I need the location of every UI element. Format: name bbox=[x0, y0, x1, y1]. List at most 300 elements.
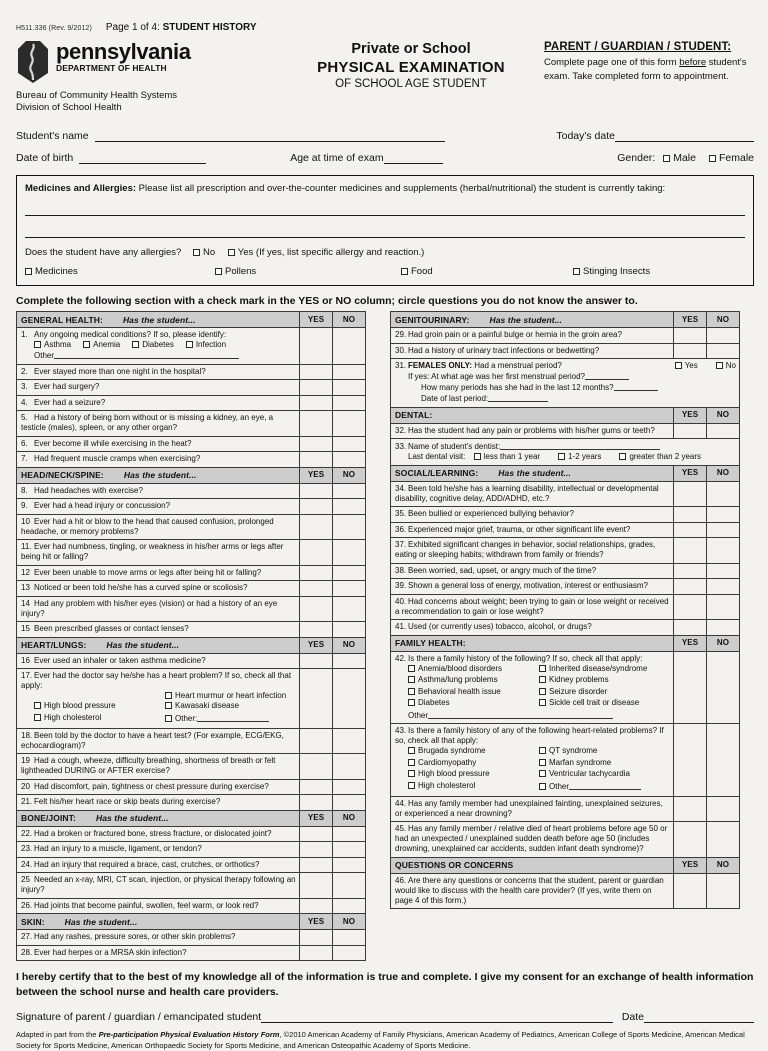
answer-no-cell[interactable] bbox=[333, 857, 366, 873]
question-text: Been worried, sad, upset, or angry much of the time? bbox=[408, 565, 597, 575]
answer-yes-cell[interactable] bbox=[300, 779, 333, 795]
answer-yes-cell[interactable] bbox=[300, 653, 333, 669]
grid-left-2[interactable]: Behavioral health issue bbox=[408, 687, 539, 697]
grid-right-1[interactable]: Marfan syndrome bbox=[539, 758, 670, 768]
column-header-no: NO bbox=[333, 914, 366, 930]
question-number: 16 bbox=[21, 655, 30, 665]
question-text: Had headaches with exercise? bbox=[34, 485, 143, 495]
section-title: SKIN: Has the student... bbox=[17, 914, 300, 930]
question-row bbox=[17, 779, 366, 795]
dental-option-1[interactable]: 1-2 years bbox=[558, 452, 601, 461]
question-row bbox=[391, 796, 740, 822]
allergy-question-row bbox=[25, 247, 745, 258]
allergy-type-medicines[interactable] bbox=[25, 266, 215, 277]
question-text: Is there a family history of any of the following heart-related problems? If so, check all that apply: bbox=[395, 726, 664, 746]
answer-yes-cell[interactable] bbox=[300, 514, 333, 540]
question-number: 13 bbox=[21, 583, 30, 593]
question-text: Felt his/her heart race or skip beats during exercise? bbox=[34, 797, 221, 807]
column-header-no: NO bbox=[707, 465, 740, 481]
grid-right-1[interactable]: Kidney problems bbox=[539, 675, 670, 685]
answer-yes-cell[interactable] bbox=[674, 873, 707, 909]
grid-right-1[interactable]: Other: bbox=[165, 713, 296, 724]
answer-no-cell[interactable] bbox=[333, 436, 366, 452]
question-cell bbox=[391, 439, 740, 466]
question-checkbox-grid bbox=[395, 746, 670, 793]
answer-yes-cell[interactable] bbox=[674, 507, 707, 523]
sub-line-input-1[interactable] bbox=[614, 382, 658, 391]
sub-line-input-0[interactable] bbox=[585, 371, 629, 380]
answer-yes-cell[interactable] bbox=[300, 565, 333, 581]
question-number: 37. bbox=[395, 540, 407, 550]
answer-yes-cell[interactable] bbox=[300, 364, 333, 380]
medicines-input-line-1[interactable] bbox=[25, 199, 745, 216]
signature-input[interactable] bbox=[261, 1012, 613, 1023]
student-name-input[interactable] bbox=[95, 131, 445, 142]
answer-yes-cell[interactable] bbox=[300, 395, 333, 411]
age-at-exam-input[interactable] bbox=[384, 153, 443, 164]
question-row bbox=[17, 499, 366, 515]
question-cell bbox=[391, 620, 674, 636]
section-header-row bbox=[391, 465, 740, 481]
answer-no-cell[interactable] bbox=[333, 873, 366, 899]
answer-no-cell[interactable] bbox=[707, 594, 740, 620]
question-checkbox-grid bbox=[395, 664, 670, 710]
grid-left-0-checkbox[interactable] bbox=[34, 702, 41, 709]
answer-yes-cell[interactable] bbox=[300, 452, 333, 468]
question-row bbox=[17, 826, 366, 842]
grid-left-0[interactable]: Anemia/blood disorders bbox=[408, 664, 539, 674]
date-of-birth-label: Date of birth bbox=[16, 152, 74, 165]
grid-right-0[interactable]: Inherited disease/syndrome bbox=[539, 664, 670, 674]
question-number: 43. bbox=[395, 726, 407, 736]
question-text: Ever had herpes or a MRSA skin infection? bbox=[34, 947, 187, 957]
dental-option-0-checkbox[interactable] bbox=[474, 453, 481, 460]
question-cell bbox=[391, 651, 674, 724]
column-header-yes: YES bbox=[674, 312, 707, 328]
question-inline-yes-checkbox[interactable] bbox=[675, 362, 682, 369]
answer-no-cell[interactable] bbox=[333, 395, 366, 411]
answer-yes-cell[interactable] bbox=[674, 343, 707, 359]
grid-right-3[interactable]: Sickle cell trait or disease bbox=[539, 698, 670, 708]
answer-no-cell[interactable] bbox=[333, 565, 366, 581]
answer-no-cell[interactable] bbox=[333, 653, 366, 669]
grid-right-0-checkbox[interactable] bbox=[539, 747, 546, 754]
medicines-allergies-box bbox=[16, 175, 754, 286]
allergy-no-checkbox[interactable] bbox=[193, 249, 200, 256]
option-0-checkbox[interactable] bbox=[34, 341, 41, 348]
grid-left-3-checkbox[interactable] bbox=[408, 782, 415, 789]
grid-left-1-checkbox[interactable] bbox=[34, 714, 41, 721]
answer-yes-cell[interactable] bbox=[674, 620, 707, 636]
answer-yes-cell[interactable] bbox=[300, 483, 333, 499]
gender-female-checkbox[interactable] bbox=[709, 155, 716, 162]
question-cell bbox=[17, 795, 300, 811]
question-cell bbox=[17, 873, 300, 899]
gender-label: Gender: bbox=[617, 152, 656, 165]
question-row bbox=[391, 594, 740, 620]
answer-no-cell[interactable] bbox=[333, 596, 366, 622]
answer-no-cell[interactable] bbox=[333, 669, 366, 729]
question-cell bbox=[391, 343, 674, 359]
section-title: GENITOURINARY: Has the student... bbox=[391, 312, 674, 328]
other-field-row: Other bbox=[395, 710, 670, 721]
answer-yes-cell[interactable] bbox=[300, 945, 333, 961]
grid-right-3-checkbox[interactable] bbox=[539, 699, 546, 706]
question-cell bbox=[391, 507, 674, 523]
answer-yes-cell[interactable] bbox=[300, 581, 333, 597]
student-info-section bbox=[16, 130, 754, 164]
grid-left-1[interactable]: Asthma/lung problems bbox=[408, 675, 539, 685]
answer-no-cell[interactable] bbox=[333, 581, 366, 597]
question-cell bbox=[391, 724, 674, 797]
dental-option-0[interactable]: less than 1 year bbox=[474, 452, 540, 461]
grid-right-inline[interactable]: Heart murmur or heart infection bbox=[165, 691, 286, 700]
question-row bbox=[17, 364, 366, 380]
grid-left-1-checkbox[interactable] bbox=[408, 676, 415, 683]
answer-no-cell[interactable] bbox=[333, 898, 366, 914]
question-row bbox=[17, 669, 366, 729]
answer-no-cell[interactable] bbox=[707, 423, 740, 439]
sub-line-input-2[interactable] bbox=[488, 393, 548, 402]
option-1-checkbox[interactable] bbox=[83, 341, 90, 348]
grid-right-0-checkbox[interactable] bbox=[165, 702, 172, 709]
document-header bbox=[16, 37, 754, 114]
form-meta-row bbox=[16, 22, 754, 33]
answer-no-cell[interactable] bbox=[333, 499, 366, 515]
answer-no-cell[interactable] bbox=[707, 724, 740, 797]
allergy-stinging-insects-checkbox[interactable] bbox=[573, 268, 580, 275]
grid-right-0-checkbox[interactable] bbox=[539, 665, 546, 672]
answer-yes-cell[interactable] bbox=[674, 822, 707, 858]
other-input[interactable] bbox=[54, 350, 239, 359]
question-row bbox=[391, 343, 740, 359]
answer-no-cell[interactable] bbox=[333, 483, 366, 499]
answer-no-cell[interactable] bbox=[707, 538, 740, 564]
signature-label: Signature of parent / guardian / emancipated student bbox=[16, 1011, 262, 1024]
grid-right-0[interactable]: QT syndrome bbox=[539, 746, 670, 756]
grid-column-right bbox=[165, 701, 296, 725]
answer-yes-cell[interactable] bbox=[300, 873, 333, 899]
question-number: 12 bbox=[21, 567, 30, 577]
option-3-checkbox[interactable] bbox=[186, 341, 193, 348]
question-number: 11. bbox=[21, 542, 32, 552]
question-text: Has any family member / relative died of heart problems before age 50 or had an unexpected / unexplained sudden death before age 50 (includes drowning, unexplained car accidents, sudden infant death syndrome)? bbox=[395, 824, 668, 854]
page-number-text: Page 1 of 4: bbox=[105, 22, 160, 33]
option-2[interactable]: Diabetes bbox=[132, 340, 174, 350]
question-text: Had any problem with his/her eyes (vision) or had a history of an eye injury? bbox=[21, 598, 278, 618]
grid-right-3[interactable]: Other bbox=[539, 781, 670, 792]
question-row bbox=[17, 514, 366, 540]
question-row bbox=[391, 873, 740, 909]
allergy-type-checkbox-row bbox=[25, 266, 745, 277]
option-3[interactable]: Infection bbox=[186, 340, 226, 350]
signature-row bbox=[16, 1011, 754, 1023]
dental-option-2-checkbox[interactable] bbox=[619, 453, 626, 460]
grid-right-2-checkbox[interactable] bbox=[539, 770, 546, 777]
question-number: 42. bbox=[395, 653, 407, 663]
grid-right-2[interactable]: Ventricular tachycardia bbox=[539, 769, 670, 779]
question-number: 38. bbox=[395, 565, 407, 575]
question-text: Ever stayed more than one night in the hospital? bbox=[34, 366, 206, 376]
grid-column-left bbox=[408, 746, 539, 793]
answer-yes-cell[interactable] bbox=[300, 622, 333, 638]
grid-left-0[interactable]: Brugada syndrome bbox=[408, 746, 539, 756]
question-cell bbox=[17, 411, 300, 437]
question-number: 7. bbox=[21, 454, 28, 464]
medicines-instruction: Please list all prescription and over-the-counter medicines and supplements (herbal/nutritional) the student is currently taking: bbox=[136, 183, 666, 195]
question-number: 22. bbox=[21, 828, 33, 838]
answer-no-cell[interactable] bbox=[333, 795, 366, 811]
todays-date-label: Today's date bbox=[556, 130, 615, 143]
grid-right-1-checkbox[interactable] bbox=[539, 759, 546, 766]
question-number: 23. bbox=[21, 844, 33, 854]
question-row bbox=[391, 563, 740, 579]
section-header-row bbox=[391, 312, 740, 328]
question-number: 24. bbox=[21, 859, 33, 869]
grid-left-0[interactable]: High blood pressure bbox=[34, 701, 165, 711]
answer-no-cell[interactable] bbox=[707, 651, 740, 724]
todays-date-input[interactable] bbox=[615, 131, 754, 142]
grid-left-1-checkbox[interactable] bbox=[408, 759, 415, 766]
grid-right-0[interactable]: Kawasaki disease bbox=[165, 701, 296, 711]
answer-no-cell[interactable] bbox=[707, 563, 740, 579]
question-row bbox=[17, 596, 366, 622]
answer-no-cell[interactable] bbox=[333, 826, 366, 842]
answer-yes-cell[interactable] bbox=[674, 724, 707, 797]
date-of-birth-input[interactable] bbox=[79, 153, 206, 164]
answer-yes-cell[interactable] bbox=[674, 328, 707, 344]
grid-right-1-checkbox[interactable] bbox=[165, 715, 172, 722]
title-line-3: OF SCHOOL AGE STUDENT bbox=[335, 78, 487, 90]
question-cell bbox=[391, 822, 674, 858]
sub-line-0: If yes: At what age was her first menstrual period? bbox=[395, 371, 736, 382]
question-text: Used (or currently uses) tobacco, alcohol, or drugs? bbox=[408, 622, 592, 632]
answer-yes-cell[interactable] bbox=[674, 481, 707, 507]
question-cell bbox=[391, 873, 674, 909]
question-cell bbox=[17, 483, 300, 499]
grid-left-1[interactable]: High cholesterol bbox=[34, 713, 165, 723]
question-number: 5. bbox=[21, 413, 28, 423]
column-header-yes: YES bbox=[300, 637, 333, 653]
answer-yes-cell[interactable] bbox=[300, 669, 333, 729]
allergy-food-checkbox[interactable] bbox=[401, 268, 408, 275]
medicines-instruction-line bbox=[25, 183, 745, 194]
question-row bbox=[391, 651, 740, 724]
attribution-part-2: , ©2010 American Academy of Family Physicians, American Academy of Pediatrics, American College of Sports Medicine, American Medical Society for Sports Medicine, American Orthopaedic Society for Sports Medicine, and American Osteopathic Academy of Sports Medicine. bbox=[16, 1030, 745, 1050]
answer-no-cell[interactable] bbox=[707, 620, 740, 636]
grid-right-2-checkbox[interactable] bbox=[539, 688, 546, 695]
answer-no-cell[interactable] bbox=[707, 822, 740, 858]
answer-no-cell[interactable] bbox=[333, 364, 366, 380]
allergy-type-stinging-insects[interactable] bbox=[573, 266, 650, 277]
question-number: 40. bbox=[395, 596, 407, 606]
column-header-no: NO bbox=[333, 467, 366, 483]
question-row bbox=[17, 653, 366, 669]
answer-no-cell[interactable] bbox=[707, 796, 740, 822]
question-row bbox=[17, 411, 366, 437]
grid-left-0-checkbox[interactable] bbox=[408, 665, 415, 672]
answer-yes-cell[interactable] bbox=[300, 857, 333, 873]
sub-line-1: How many periods has she had in the last 12 months? bbox=[395, 382, 736, 393]
question-text: Has any family member had unexplained fainting, unexplained seizures, or experienced a near drowning? bbox=[395, 798, 663, 818]
question-cell bbox=[17, 945, 300, 961]
answer-no-cell[interactable] bbox=[333, 328, 366, 365]
answer-no-cell[interactable] bbox=[333, 945, 366, 961]
dentist-name-input[interactable] bbox=[500, 441, 660, 450]
dental-visit-row: Last dental visit: less than 1 year 1-2 years greater than 2 years bbox=[408, 452, 702, 462]
answer-yes-cell[interactable] bbox=[300, 795, 333, 811]
question-text: Had groin pain or a painful bulge or hernia in the groin area? bbox=[408, 330, 622, 340]
question-number: 45. bbox=[395, 824, 407, 834]
question-row bbox=[17, 581, 366, 597]
question-text: Had a cough, wheeze, difficulty breathing, shortness of breath or felt lightheaded DURING or AFTER exercise? bbox=[21, 756, 276, 776]
answer-yes-cell[interactable] bbox=[300, 728, 333, 754]
question-row bbox=[391, 822, 740, 858]
answer-no-cell[interactable] bbox=[333, 622, 366, 638]
answer-yes-cell[interactable] bbox=[674, 594, 707, 620]
allergy-yes-checkbox[interactable] bbox=[228, 249, 235, 256]
grid-left-3-checkbox[interactable] bbox=[408, 699, 415, 706]
dental-option-2[interactable]: greater than 2 years bbox=[619, 452, 701, 461]
question-row bbox=[17, 380, 366, 396]
parent-instr-part-2: student's exam. Take completed form to appointment. bbox=[544, 57, 747, 83]
section-title: HEART/LUNGS: Has the student... bbox=[17, 637, 300, 653]
age-at-exam-label: Age at time of exam bbox=[290, 152, 384, 165]
question-row bbox=[391, 579, 740, 595]
question-number: 31. bbox=[395, 361, 407, 371]
option-2-checkbox[interactable] bbox=[132, 341, 139, 348]
allergy-medicines-checkbox[interactable] bbox=[25, 268, 32, 275]
answer-no-cell[interactable] bbox=[333, 540, 366, 566]
question-row bbox=[391, 507, 740, 523]
question-number: 15 bbox=[21, 624, 30, 634]
answer-no-cell[interactable] bbox=[707, 522, 740, 538]
grid-right-1-checkbox[interactable] bbox=[539, 676, 546, 683]
grid-left-3[interactable]: Diabetes bbox=[408, 698, 539, 708]
completion-instruction: Complete the following section with a check mark in the YES or NO column; circle questions you do not know the answer to. bbox=[16, 295, 638, 308]
answer-yes-cell[interactable] bbox=[674, 651, 707, 724]
question-text: Ever had a seizure? bbox=[34, 397, 106, 407]
grid-left-0-checkbox[interactable] bbox=[408, 747, 415, 754]
answer-no-cell[interactable] bbox=[333, 930, 366, 946]
answer-yes-cell[interactable] bbox=[300, 596, 333, 622]
answer-yes-cell[interactable] bbox=[300, 436, 333, 452]
answer-no-cell[interactable] bbox=[333, 411, 366, 437]
answer-no-cell[interactable] bbox=[707, 481, 740, 507]
answer-no-cell[interactable] bbox=[333, 728, 366, 754]
answer-yes-cell[interactable] bbox=[674, 423, 707, 439]
answer-yes-cell[interactable] bbox=[300, 930, 333, 946]
question-inline-no-checkbox[interactable] bbox=[716, 362, 723, 369]
allergy-type-pollens[interactable] bbox=[215, 266, 401, 277]
title-line-2: PHYSICAL EXAMINATION bbox=[317, 59, 505, 76]
question-number: 19 bbox=[21, 756, 30, 766]
question-cell: 31. FEMALES ONLY: Had a menstrual period? Yes No If yes: At what age was her first menstrual period? How many periods has she had in the last 12 months? Date of last period: bbox=[391, 359, 740, 408]
answer-yes-cell[interactable] bbox=[300, 898, 333, 914]
question-row bbox=[17, 873, 366, 899]
grid-left-3[interactable]: High cholesterol bbox=[408, 781, 539, 791]
answer-yes-cell[interactable] bbox=[674, 522, 707, 538]
grid-left-2[interactable]: High blood pressure bbox=[408, 769, 539, 779]
allergy-pollens-checkbox[interactable] bbox=[215, 268, 222, 275]
option-1[interactable]: Anemia bbox=[83, 340, 120, 350]
question-bold-prefix: FEMALES ONLY: bbox=[408, 361, 473, 371]
question-cell bbox=[391, 563, 674, 579]
answer-no-cell[interactable] bbox=[707, 507, 740, 523]
answer-yes-cell[interactable] bbox=[300, 826, 333, 842]
question-row bbox=[391, 359, 740, 408]
answer-yes-cell[interactable] bbox=[674, 538, 707, 564]
answer-no-cell[interactable] bbox=[333, 779, 366, 795]
answer-yes-cell[interactable] bbox=[300, 842, 333, 858]
question-number: 26. bbox=[21, 900, 33, 910]
column-header-yes: YES bbox=[300, 467, 333, 483]
answer-yes-cell[interactable] bbox=[300, 380, 333, 396]
grid-right-inline-checkbox[interactable] bbox=[165, 692, 172, 699]
answer-yes-cell[interactable] bbox=[300, 540, 333, 566]
answer-no-cell[interactable] bbox=[707, 579, 740, 595]
section-header-row bbox=[391, 857, 740, 873]
grid-right-3-checkbox[interactable] bbox=[539, 783, 546, 790]
gender-male-checkbox[interactable] bbox=[663, 155, 670, 162]
answer-yes-cell[interactable] bbox=[300, 499, 333, 515]
grid-left-2-checkbox[interactable] bbox=[408, 770, 415, 777]
dental-option-1-checkbox[interactable] bbox=[558, 453, 565, 460]
signature-date-input[interactable] bbox=[644, 1012, 754, 1023]
answer-yes-cell[interactable] bbox=[674, 796, 707, 822]
question-cell bbox=[17, 728, 300, 754]
answer-no-cell[interactable] bbox=[707, 328, 740, 344]
question-text: Needed an x-ray, MRI, CT scan, injection, or physical therapy following an injury? bbox=[21, 875, 296, 895]
answer-yes-cell[interactable] bbox=[300, 328, 333, 365]
grid-column-left bbox=[408, 664, 539, 710]
answer-no-cell[interactable] bbox=[333, 514, 366, 540]
grid-right-2[interactable]: Seizure disorder bbox=[539, 687, 670, 697]
answer-no-cell[interactable] bbox=[333, 754, 366, 780]
grid-left-1[interactable]: Cardiomyopathy bbox=[408, 758, 539, 768]
question-row bbox=[17, 728, 366, 754]
other-input[interactable] bbox=[428, 710, 613, 719]
answer-yes-cell[interactable] bbox=[300, 411, 333, 437]
section-title: HEAD/NECK/SPINE: Has the student... bbox=[17, 467, 300, 483]
answer-no-cell[interactable] bbox=[707, 873, 740, 909]
answer-yes-cell[interactable] bbox=[674, 579, 707, 595]
attribution-note bbox=[16, 1030, 754, 1051]
column-header-yes: YES bbox=[300, 914, 333, 930]
grid-left-2-checkbox[interactable] bbox=[408, 688, 415, 695]
answer-no-cell[interactable] bbox=[333, 380, 366, 396]
answer-no-cell[interactable] bbox=[707, 343, 740, 359]
column-header-no: NO bbox=[707, 407, 740, 423]
medicines-input-line-2[interactable] bbox=[25, 221, 745, 238]
question-cell bbox=[391, 522, 674, 538]
question-number: 36. bbox=[395, 524, 407, 534]
question-text: Been told by the doctor to have a heart test? (For example, ECG/EKG, echocardiogram)? bbox=[21, 730, 284, 750]
question-text: Had concerns about weight; been trying to gain or lose weight or received a recommendation to gain or lose weight? bbox=[395, 596, 669, 616]
question-cell bbox=[17, 328, 300, 365]
option-0[interactable]: Asthma bbox=[34, 340, 71, 350]
allergy-type-food[interactable] bbox=[401, 266, 573, 277]
column-header-no: NO bbox=[707, 635, 740, 651]
section-title: FAMILY HEALTH: bbox=[391, 635, 674, 651]
answer-no-cell[interactable] bbox=[333, 452, 366, 468]
answer-no-cell[interactable] bbox=[333, 842, 366, 858]
answer-yes-cell[interactable] bbox=[674, 563, 707, 579]
parent-instructions-block bbox=[544, 37, 754, 114]
question-cell bbox=[391, 538, 674, 564]
question-row bbox=[17, 540, 366, 566]
answer-yes-cell[interactable] bbox=[300, 754, 333, 780]
